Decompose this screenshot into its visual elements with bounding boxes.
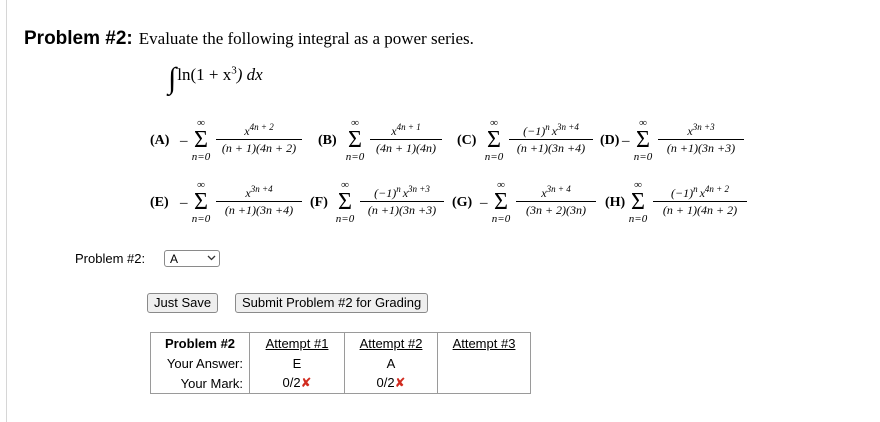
numerator-base: (−1) (374, 186, 397, 200)
attempt-1-answer: E (250, 353, 345, 373)
fraction (216, 120, 302, 156)
summation (190, 180, 212, 225)
problem-question: Evaluate the following integral as a power series. (138, 29, 474, 48)
choice-label: (B) (318, 133, 337, 148)
numerator (360, 182, 444, 201)
attempt-3-answer (438, 353, 531, 373)
attempt-2-link[interactable]: Attempt #2 (345, 333, 438, 354)
sigma-icon: Σ (194, 189, 208, 215)
numerator-base: (−1) (523, 124, 546, 138)
numerator-exponent: 4n + 2 (249, 122, 274, 132)
numerator-exponent: 3n +4 (557, 122, 579, 132)
summation (334, 180, 356, 225)
integrand-tail: ) dx (236, 65, 263, 84)
choice-label: (E) (150, 195, 169, 210)
fraction (360, 182, 444, 218)
sum-upper-limit: ∞ (634, 179, 642, 191)
summation (344, 118, 366, 163)
summation (483, 118, 505, 163)
your-mark-row (151, 373, 531, 394)
attempt-2-answer: A (345, 353, 438, 373)
fraction (370, 120, 442, 156)
numerator-x: x (551, 124, 558, 138)
numerator (658, 120, 744, 139)
denominator: (n +1)(3n +3) (666, 141, 736, 155)
numerator-base: x (541, 186, 547, 200)
numerator-base: x (245, 186, 251, 200)
choice-label: (D) (600, 133, 620, 148)
answer-label: Problem #2: (75, 251, 146, 266)
choice-label: (C) (457, 133, 477, 148)
choice-label: (A) (150, 133, 170, 148)
denominator: (3n + 2)(3n) (525, 203, 587, 217)
denominator: (4n + 1)(4n) (375, 141, 437, 155)
denominator: (n + 1)(4n + 2) (662, 203, 738, 217)
integrand-text: ln(1 + x (177, 65, 232, 84)
numerator-sign-exponent: n (693, 184, 698, 194)
your-answer-row (151, 353, 531, 373)
summation (490, 180, 512, 225)
attempts-table (150, 332, 531, 394)
sum-lower-limit: n=0 (335, 213, 355, 225)
submit-grading-button[interactable]: Submit Problem #2 for Grading (235, 293, 428, 313)
sum-lower-limit: n=0 (484, 151, 504, 163)
denominator: (n +1)(3n +3) (367, 203, 437, 217)
sum-upper-limit: ∞ (197, 179, 205, 191)
fraction (658, 120, 744, 156)
numerator-x: x (402, 186, 409, 200)
just-save-button[interactable]: Just Save (147, 293, 218, 313)
fraction (216, 182, 302, 218)
numerator-exponent: 3n + 4 (546, 184, 571, 194)
sigma-icon: Σ (487, 127, 501, 153)
numerator-base: x (244, 124, 250, 138)
choice-label: (F) (310, 195, 328, 210)
sum-lower-limit: n=0 (191, 151, 211, 163)
numerator-exponent: 3n +3 (692, 122, 715, 132)
your-answer-label: Your Answer: (151, 353, 250, 373)
sum-lower-limit: n=0 (491, 213, 511, 225)
numerator-base: x (391, 124, 397, 138)
minus-sign: – (180, 195, 188, 211)
numerator-base: x (687, 124, 693, 138)
numerator (216, 120, 302, 139)
numerator (370, 120, 442, 139)
sum-lower-limit: n=0 (633, 151, 653, 163)
sigma-icon: Σ (631, 189, 645, 215)
integral-expression (168, 62, 263, 96)
answer-select-value: A (170, 252, 179, 266)
sum-upper-limit: ∞ (341, 179, 349, 191)
minus-sign: – (180, 133, 188, 149)
numerator-base: (−1) (671, 186, 694, 200)
sum-upper-limit: ∞ (490, 117, 498, 129)
problem-title (24, 28, 474, 50)
sum-upper-limit: ∞ (197, 117, 205, 129)
numerator (216, 182, 302, 201)
sum-lower-limit: n=0 (191, 213, 211, 225)
chevron-down-icon (207, 254, 216, 262)
fraction (509, 120, 593, 156)
wrong-x-icon: ✘ (394, 375, 406, 390)
sum-upper-limit: ∞ (497, 179, 505, 191)
page-left-border (6, 0, 7, 422)
summation (632, 118, 654, 163)
fraction (516, 182, 596, 218)
numerator-exponent: 3n +3 (408, 184, 430, 194)
choice-label: (H) (605, 195, 626, 210)
attempt-1-mark (250, 373, 345, 394)
attempts-header-row (151, 333, 531, 354)
attempt-2-mark (345, 373, 438, 394)
summation (627, 180, 649, 225)
integral-sign: ∫ (168, 62, 177, 95)
attempt-3-link[interactable]: Attempt #3 (438, 333, 531, 354)
choice-label: (G) (452, 195, 473, 210)
answer-select[interactable] (164, 250, 220, 267)
sum-upper-limit: ∞ (639, 117, 647, 129)
your-mark-label: Your Mark: (151, 373, 250, 394)
denominator: (n + 1)(4n + 2) (221, 141, 297, 155)
sum-upper-limit: ∞ (351, 117, 359, 129)
denominator: (n +1)(3n +4) (224, 203, 294, 217)
numerator-sign-exponent: n (396, 184, 401, 194)
numerator (516, 182, 596, 201)
attempt-1-link[interactable]: Attempt #1 (250, 333, 345, 354)
numerator-x: x (699, 186, 705, 200)
minus-sign: – (622, 133, 630, 149)
numerator-exponent: 3n +4 (250, 184, 273, 194)
sum-lower-limit: n=0 (628, 213, 648, 225)
numerator-exponent: 4n + 1 (396, 122, 421, 132)
numerator-sign-exponent: n (545, 122, 550, 132)
minus-sign: – (480, 195, 488, 211)
sigma-icon: Σ (348, 127, 362, 153)
attempt-3-mark (438, 373, 531, 394)
attempt-1-score: 0/2 (282, 375, 301, 390)
denominator: (n +1)(3n +4) (516, 141, 586, 155)
numerator (653, 182, 747, 201)
attempt-2-score: 0/2 (376, 375, 395, 390)
sum-lower-limit: n=0 (345, 151, 365, 163)
numerator (509, 120, 593, 139)
problem-number: Problem #2: (24, 28, 133, 49)
fraction (653, 182, 747, 218)
sigma-icon: Σ (494, 189, 508, 215)
sigma-icon: Σ (194, 127, 208, 153)
wrong-x-icon: ✘ (300, 375, 312, 390)
sigma-icon: Σ (636, 127, 650, 153)
sigma-icon: Σ (338, 189, 352, 215)
summation (190, 118, 212, 163)
integrand-exponent: 3 (231, 64, 237, 77)
numerator-exponent: 4n + 2 (704, 184, 729, 194)
attempts-table-header: Problem #2 (151, 333, 250, 354)
